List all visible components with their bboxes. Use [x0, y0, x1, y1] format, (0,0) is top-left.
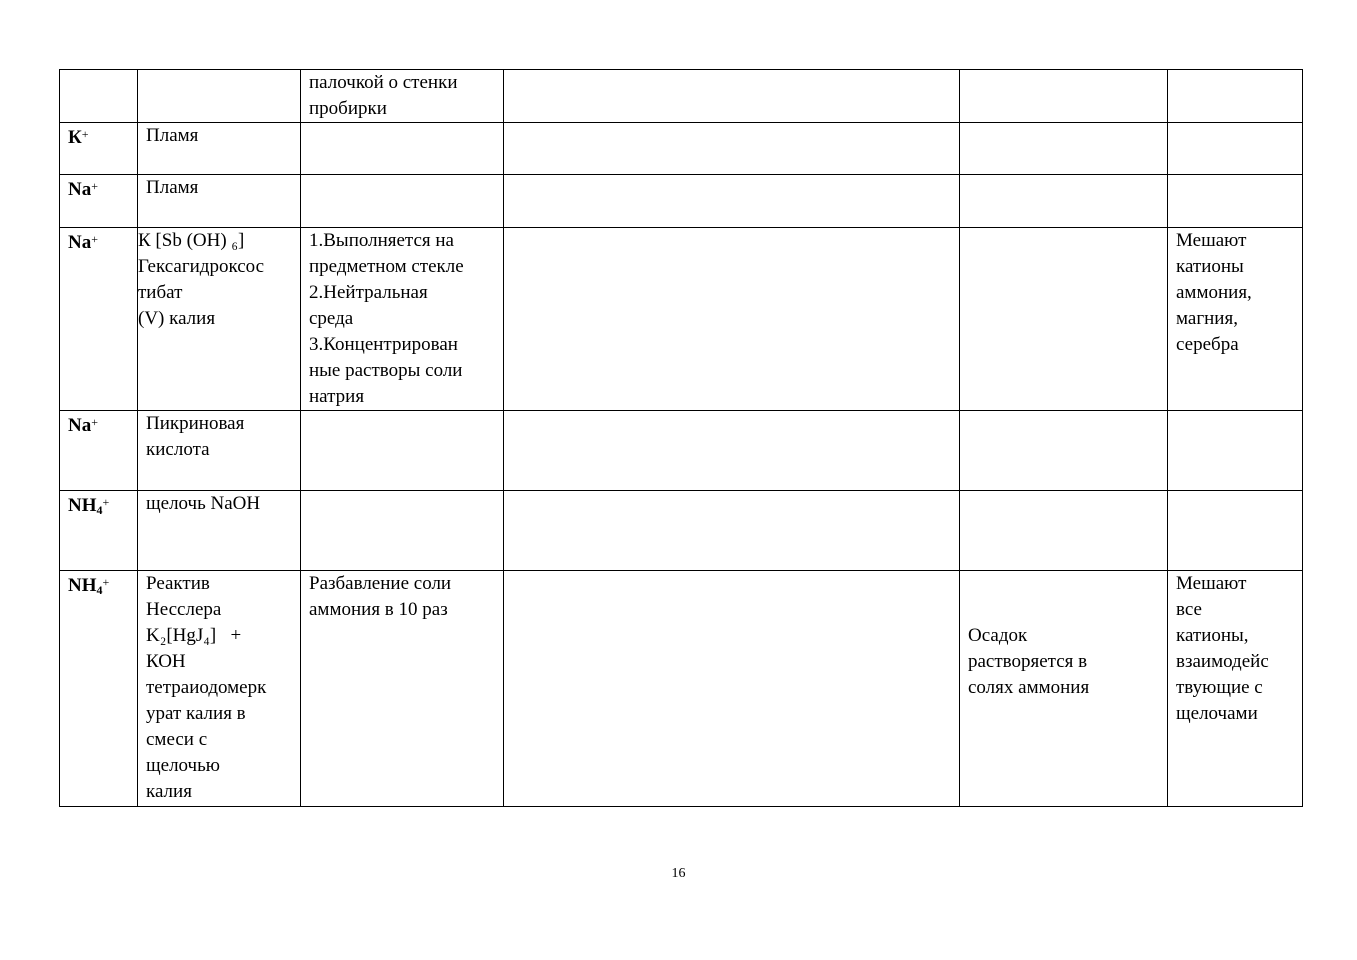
cell-reagent [138, 571, 301, 807]
cell-notes [960, 123, 1168, 175]
ion-charge: + [91, 179, 99, 193]
text-line: пробирки [309, 98, 387, 119]
text-line: среда [309, 308, 354, 329]
cell-notes [960, 175, 1168, 228]
text-line: взаимодейс [1176, 651, 1269, 672]
text-line: магния, [1176, 308, 1238, 329]
cell-conditions [301, 571, 504, 807]
cell-notes [960, 571, 1168, 807]
ion-symbol: Na [68, 415, 92, 436]
text-line: палочкой о стенки [309, 72, 458, 93]
cell-ion [60, 175, 138, 228]
text-line: тетраиодомерк [146, 677, 267, 698]
text-line: ные растворы соли [309, 360, 463, 381]
cell-effect [504, 70, 960, 123]
text-line: 3.Концентрирован [309, 334, 458, 355]
ion-charge: + [91, 415, 99, 429]
text-line: растворяется в [968, 651, 1088, 672]
cell-ion [60, 70, 138, 123]
text-line: катионы [1176, 256, 1244, 277]
table-row [60, 175, 1303, 228]
ion-charge: + [91, 232, 99, 246]
text-line: все [1176, 599, 1202, 620]
reactions-table-body [60, 70, 1303, 807]
text-line: (V) калия [138, 308, 216, 329]
text-line: Пламя [146, 125, 199, 146]
text-line: КОН [146, 651, 186, 672]
ion-charge: + [81, 127, 89, 141]
ion-charge: + [102, 575, 110, 589]
cell-interference [1168, 175, 1303, 228]
text-line: Мешают [1176, 573, 1247, 594]
cell-interference [1168, 70, 1303, 123]
table-row [60, 228, 1303, 411]
text-line: твующие с [1176, 677, 1263, 698]
ion-subscript: 4 [96, 583, 103, 597]
table-row [60, 70, 1303, 123]
cell-reagent [138, 228, 301, 411]
cell-interference [1168, 123, 1303, 175]
cell-reagent [138, 411, 301, 491]
text-line [968, 571, 1159, 597]
cell-notes [960, 228, 1168, 411]
text-line: аммония в 10 раз [309, 599, 448, 620]
text-line: Осадок [968, 625, 1028, 646]
table-row [60, 123, 1303, 175]
cell-effect [504, 123, 960, 175]
cell-ion [60, 228, 138, 411]
cell-reagent [138, 491, 301, 571]
cell-ion [60, 411, 138, 491]
text-line: кислота [146, 439, 210, 460]
cell-effect [504, 411, 960, 491]
cell-conditions [301, 228, 504, 411]
text-line: щелочь NaOH [146, 493, 261, 514]
cell-conditions [301, 411, 504, 491]
cell-conditions [301, 491, 504, 571]
text-line: натрия [309, 386, 365, 407]
ion-symbol: К [68, 127, 82, 148]
ion-subscript: 4 [96, 503, 103, 517]
ion-symbol: Na [68, 232, 92, 253]
table-row [60, 571, 1303, 807]
text-line: Пламя [146, 177, 199, 198]
cell-conditions [301, 70, 504, 123]
text-line: Разбавление соли [309, 573, 452, 594]
text-line: Гексагидроксос [138, 256, 265, 277]
text-line: 2.Нейтральная [309, 282, 428, 303]
cell-interference [1168, 491, 1303, 571]
text-line: 1.Выполняется на [309, 230, 454, 251]
text-line: серебра [1176, 334, 1239, 355]
text-line: солях аммония [968, 677, 1090, 698]
cell-notes [960, 411, 1168, 491]
cell-interference [1168, 228, 1303, 411]
text-line: калия [146, 781, 192, 802]
cell-reagent [138, 70, 301, 123]
text-line: тибат [138, 282, 183, 303]
ion-symbol: Na [68, 179, 92, 200]
cell-notes [960, 70, 1168, 123]
reactions-table [59, 69, 1303, 807]
cell-effect [504, 491, 960, 571]
text-line: К [Sb (OH) ₆] [138, 230, 245, 251]
text-line: катионы, [1176, 625, 1249, 646]
cell-effect [504, 175, 960, 228]
text-line: смеси с [146, 729, 208, 750]
text-line: урат калия в [146, 703, 246, 724]
text-line: K₂[HgJ₄] + [146, 625, 242, 646]
text-line: Мешают [1176, 230, 1247, 251]
cell-notes [960, 491, 1168, 571]
cell-ion [60, 491, 138, 571]
text-line: щелочами [1176, 703, 1258, 724]
text-line: щелочью [146, 755, 220, 776]
cell-interference [1168, 571, 1303, 807]
cell-ion [60, 123, 138, 175]
text-line [968, 597, 1159, 623]
text-line: Реактив [146, 573, 210, 594]
cell-conditions [301, 175, 504, 228]
page-number: 16 [671, 866, 686, 881]
ion-charge: + [102, 495, 110, 509]
cell-conditions [301, 123, 504, 175]
cell-reagent [138, 123, 301, 175]
table-row [60, 491, 1303, 571]
text-line: предметном стекле [309, 256, 464, 277]
ion-symbol: NH [68, 495, 97, 516]
cell-ion [60, 571, 138, 807]
text-line: Несслера [146, 599, 222, 620]
text-line: Пикриновая [146, 413, 245, 434]
cell-reagent [138, 175, 301, 228]
text-line: аммония, [1176, 282, 1252, 303]
cell-effect [504, 571, 960, 807]
cell-interference [1168, 411, 1303, 491]
ion-symbol: NH [68, 575, 97, 596]
table-row [60, 411, 1303, 491]
cell-effect [504, 228, 960, 411]
